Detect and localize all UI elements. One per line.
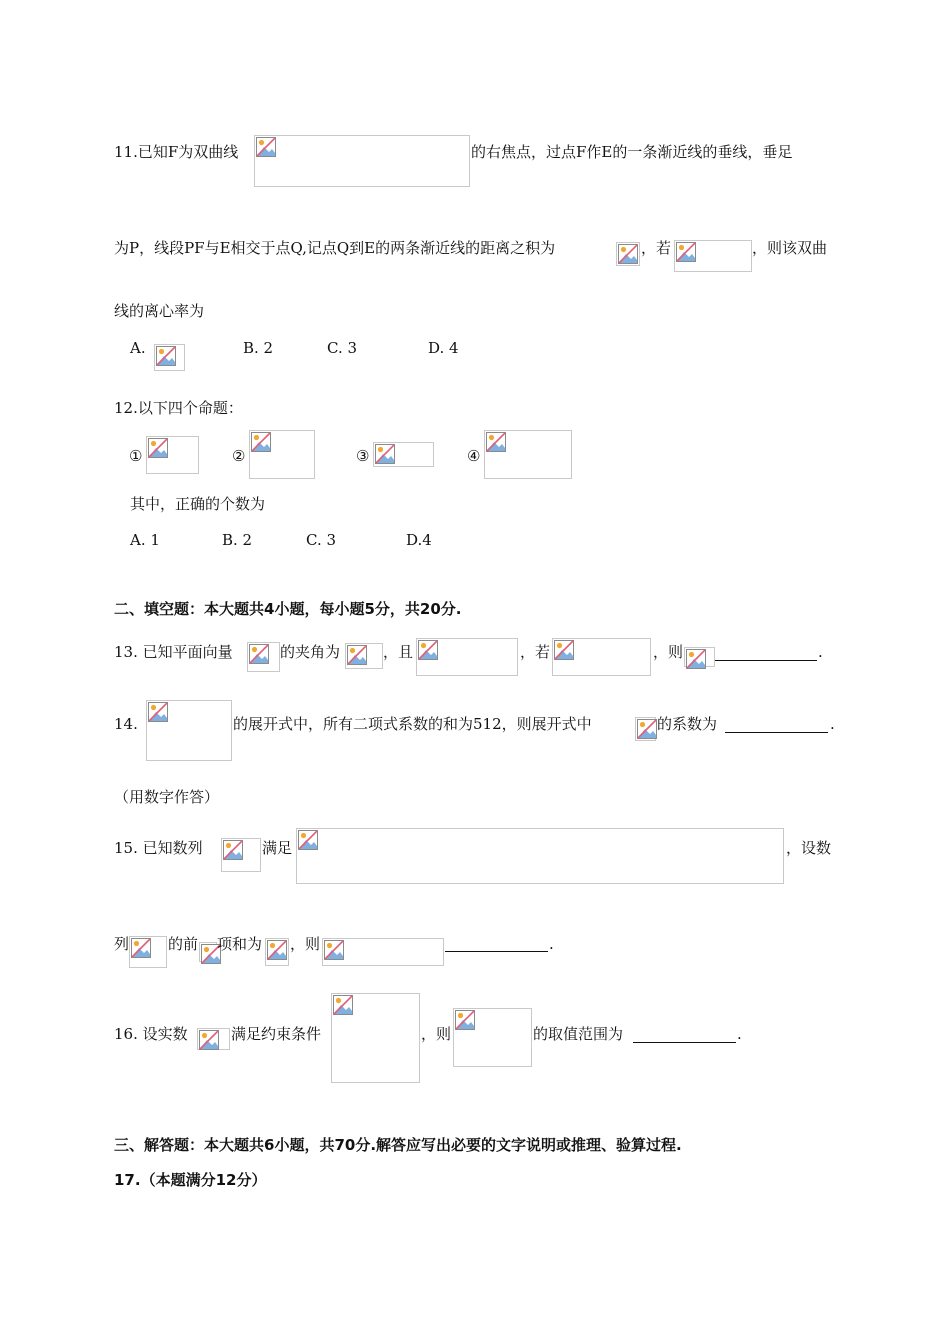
q13-part-4: ，若 <box>520 643 551 661</box>
q13-part-2: 的夹角为 <box>280 643 341 661</box>
formula-image-proposition-1 <box>146 436 199 474</box>
q14-part-1: 的展开式中，所有二项式系数的和为512，则展开式中 <box>233 715 592 733</box>
q12-choice-4-label: ④ <box>467 447 481 465</box>
formula-image-recurrence <box>296 828 784 884</box>
formula-image-n <box>199 942 217 962</box>
broken-image-icon <box>255 136 277 158</box>
broken-image-icon <box>617 243 639 265</box>
q17-heading: 17.（本题满分12分） <box>114 1171 267 1189</box>
formula-image-term <box>635 717 656 741</box>
broken-image-icon <box>685 648 707 670</box>
formula-image-objective <box>453 1008 532 1067</box>
broken-image-icon <box>250 431 272 453</box>
formula-image-proposition-4 <box>484 430 572 479</box>
formula-image-proposition-3 <box>373 442 434 467</box>
broken-image-icon <box>155 345 177 367</box>
q15-line2-part-1: 列 <box>114 935 130 953</box>
q16-end: . <box>737 1025 742 1043</box>
q11-option-c: C. 3 <box>327 339 358 357</box>
formula-image-sum <box>265 938 289 966</box>
q11-option-a: A. <box>130 339 146 357</box>
broken-image-icon <box>346 644 368 666</box>
broken-image-icon <box>248 643 270 665</box>
formula-image-proposition-2 <box>249 430 315 479</box>
formula-image-hyperbola <box>254 135 470 187</box>
q16-part-2: 满足约束条件 <box>231 1025 322 1043</box>
q14-number: 14. <box>114 715 138 733</box>
q14-note: （用数字作答） <box>114 788 220 806</box>
broken-image-icon <box>297 829 319 851</box>
formula-image-option-a <box>154 344 185 371</box>
section-2-heading: 二、填空题：本大题共4小题，每小题5分，共20分. <box>114 600 462 618</box>
broken-image-icon <box>266 939 288 961</box>
q13-answer-blank[interactable] <box>715 659 817 661</box>
formula-image-condition <box>674 240 752 272</box>
q12-ask: 其中，正确的个数为 <box>130 495 266 513</box>
broken-image-icon <box>454 1009 476 1031</box>
q16-part-3: ，则 <box>421 1025 452 1043</box>
q15-part-3: ，设数 <box>786 839 832 857</box>
section-3-heading: 三、解答题：本大题共6小题，共70分.解答应写出必要的文字说明或推理、验算过程. <box>114 1136 682 1154</box>
q11-line2-mid: ，若 <box>641 239 672 257</box>
formula-image-magnitudes <box>416 638 518 676</box>
q16-part-1: 16. 设实数 <box>114 1025 188 1043</box>
q15-part-2: 满足 <box>262 839 293 857</box>
q16-answer-blank[interactable] <box>633 1041 736 1043</box>
broken-image-icon <box>553 639 575 661</box>
q12-choice-1-label: ① <box>129 447 143 465</box>
q12-choice-3-label: ③ <box>356 447 370 465</box>
formula-image-angle <box>345 643 383 669</box>
broken-image-icon <box>147 437 169 459</box>
broken-image-icon <box>130 937 152 959</box>
q14-end: . <box>830 715 835 733</box>
formula-image-vectors <box>247 642 280 672</box>
formula-image-product <box>616 242 640 266</box>
broken-image-icon <box>222 839 244 861</box>
q15-part-1: 15. 已知数列 <box>114 839 203 857</box>
q12-choice-2-label: ② <box>232 447 246 465</box>
broken-image-icon <box>198 1029 220 1051</box>
q11-line2-prefix: 为P，线段PF与E相交于点Q,记点Q到E的两条渐近线的距离之积为 <box>114 239 556 257</box>
broken-image-icon <box>636 718 658 740</box>
formula-image-sequence <box>221 838 261 872</box>
broken-image-icon <box>417 639 439 661</box>
q15-end: . <box>549 935 554 953</box>
formula-image-sum-expression <box>322 938 444 966</box>
broken-image-icon <box>675 241 697 263</box>
broken-image-icon <box>374 443 396 465</box>
q11-option-d: D. 4 <box>428 339 459 357</box>
q12-stem: 12.以下四个命题： <box>114 399 243 417</box>
q13-part-1: 13. 已知平面向量 <box>114 643 233 661</box>
q15-answer-blank[interactable] <box>445 950 548 952</box>
formula-image-xy <box>197 1028 230 1050</box>
formula-image-sequence-b <box>129 936 167 968</box>
q12-option-b: B. 2 <box>222 531 253 549</box>
q15-line2-part-3: 项和为 <box>217 935 263 953</box>
q16-part-4: 的取值范围为 <box>533 1025 624 1043</box>
q13-part-5: ，则 <box>653 643 684 661</box>
broken-image-icon <box>147 701 169 723</box>
q11-line1-suffix: 的右焦点，过点F作E的一条渐近线的垂线，垂足 <box>471 143 793 161</box>
q15-line2-part-4: ，则 <box>290 935 321 953</box>
q12-option-d: D.4 <box>406 531 432 549</box>
q14-answer-blank[interactable] <box>725 731 828 733</box>
q15-line2-part-2: 的前 <box>168 935 199 953</box>
formula-image-perpendicular <box>552 638 651 676</box>
formula-image-binomial <box>146 700 232 761</box>
q13-end: . <box>818 643 823 661</box>
q12-option-a: A. 1 <box>130 531 160 549</box>
q11-line2-suffix: ，则该双曲 <box>752 239 828 257</box>
broken-image-icon <box>323 939 345 961</box>
q11-line3: 线的离心率为 <box>114 302 205 320</box>
q14-part-2: 的系数为 <box>657 715 718 733</box>
formula-image-constraints <box>331 993 420 1083</box>
broken-image-icon <box>485 431 507 453</box>
q12-option-c: C. 3 <box>306 531 337 549</box>
q11-line1-prefix: 11.已知F为双曲线 <box>114 143 239 161</box>
formula-image-unknown <box>684 647 715 667</box>
broken-image-icon <box>332 994 354 1016</box>
q11-option-b: B. 2 <box>243 339 274 357</box>
q13-part-3: ，且 <box>383 643 414 661</box>
